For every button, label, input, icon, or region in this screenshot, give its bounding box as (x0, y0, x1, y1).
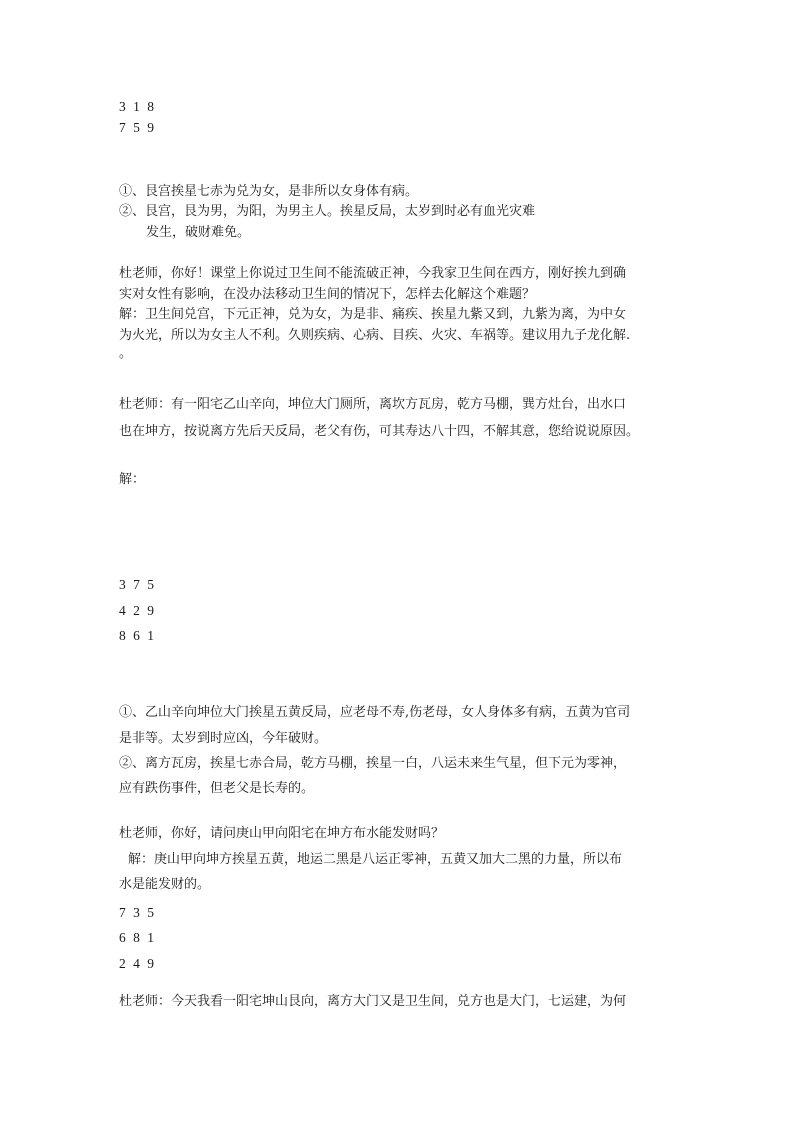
text-line: 解：卫生间兑宫，下元正神，兑为女，为是非、痛疾、挨星九紫又到，九紫为离，为中女 (119, 307, 627, 322)
grid3-row: 7 3 5 (119, 905, 156, 920)
text-line: 杜老师，你好！课堂上你说过卫生间不能流破正神，今我家卫生间在西方，刚好挨九到确 (119, 266, 627, 281)
grid2-row: 8 6 1 (119, 628, 156, 643)
text-line: 也在坤方，按说离方先后天反局，老父有伤，可其寿达八十四，不解其意，您给说说原因。 (119, 424, 640, 439)
text-line: 为火光，所以为女主人不利。久则疾病、心病、目疾、火灾、车祸等。建议用九子龙化解. (119, 328, 631, 343)
text-line: 应有跌伤事件，但老父是长寿的。 (119, 781, 315, 796)
text-line: ②、离方瓦房，挨星七赤合局，乾方马棚，挨星一白，八运未来生气星，但下元为零神， (119, 756, 627, 771)
text-line: 是非等。太岁到时应凶，今年破财。 (119, 731, 328, 746)
text-line: 。 (119, 346, 133, 361)
text-line: 杜老师，你好，请问庚山甲向阳宅在坤方布水能发财吗？ (119, 826, 445, 841)
grid3-row: 2 4 9 (119, 956, 156, 971)
text-line: 实对女性有影响，在没办法移动卫生间的情况下，怎样去化解这个难题？ (119, 287, 536, 302)
grid2-row: 4 2 9 (119, 603, 156, 618)
grid1-row: 7 5 9 (119, 120, 156, 135)
text-line: 水是能发财的。 (119, 877, 211, 892)
text-line: 杜老师：今天我看一阳宅坤山艮向，离方大门又是卫生间，兑方也是大门，七运建，为何 (119, 994, 627, 1009)
text-line: ①、乙山辛向坤位大门挨星五黄反局，应老母不寿,伤老母，女人身体多有病，五黄为官司 (119, 705, 631, 720)
grid1-row: 3 1 8 (119, 99, 156, 114)
text-line: 解： (119, 472, 146, 487)
text-line: 发生，破财难免。 (146, 225, 251, 240)
text-line: ①、艮宫挨星七赤为兑为女，是非所以女身体有病。 (119, 184, 419, 199)
text-line: ②、艮宫，艮为男，为阳，为男主人。挨星反局，太岁到时必有血光灾难 (119, 204, 536, 219)
grid2-row: 3 7 5 (119, 577, 156, 592)
text-line: 杜老师：有一阳宅乙山辛向，坤位大门厕所，离坎方瓦房，乾方马棚，巽方灶台，出水口 (119, 397, 627, 412)
text-line: 解：庚山甲向坤方挨星五黄，地运二黑是八运正零神，五黄又加大二黑的力量，所以布 (128, 852, 623, 867)
grid3-row: 6 8 1 (119, 930, 156, 945)
